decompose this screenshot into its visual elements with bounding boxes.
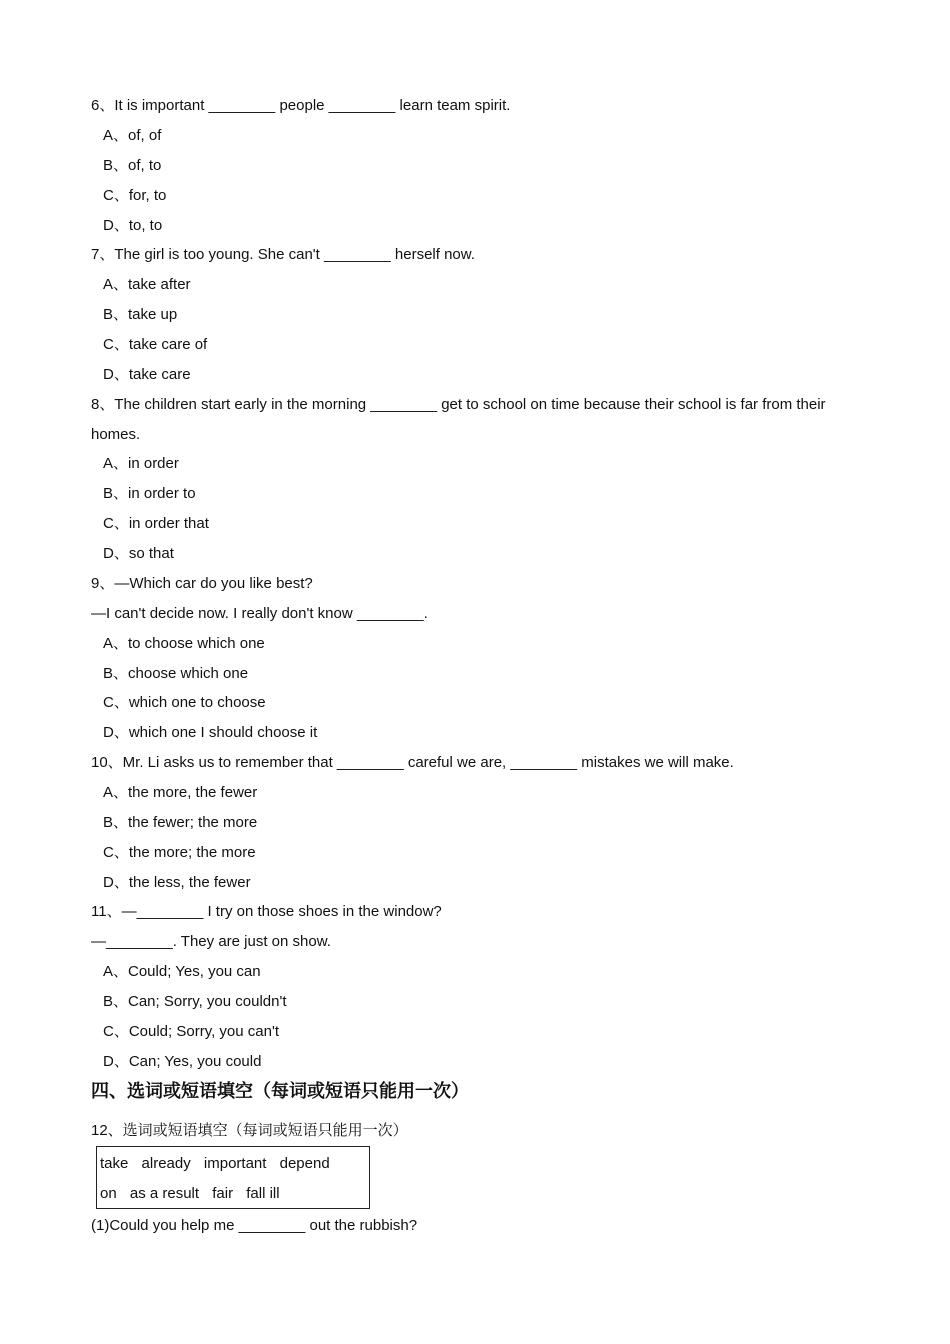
- word-bank-item: depend: [279, 1155, 330, 1172]
- question-11-stem: 11、—________ I try on those shoes in the window?: [91, 903, 442, 920]
- question-8-option-d: D、so that: [103, 545, 174, 562]
- question-11-option-b: B、Can; Sorry, you couldn't: [103, 993, 287, 1010]
- question-11-option-d: D、Can; Yes, you could: [103, 1053, 262, 1070]
- question-7-option-a: A、take after: [103, 276, 191, 293]
- question-8-option-a: A、in order: [103, 455, 179, 472]
- question-11-stem-reply: —________. They are just on show.: [91, 933, 331, 950]
- question-12-stem: 12、选词或短语填空（每词或短语只能用一次）: [91, 1122, 408, 1139]
- word-bank-row-2: [100, 1179, 289, 1209]
- question-6-option-a: A、of, of: [103, 127, 162, 144]
- word-bank-item: take: [100, 1155, 129, 1172]
- question-9-stem-reply: —I can't decide now. I really don't know ________.: [91, 605, 428, 622]
- question-10-option-a: A、the more, the fewer: [103, 784, 258, 801]
- question-9-option-c: C、which one to choose: [103, 694, 266, 711]
- question-6-stem: 6、It is important ________ people ________ learn team spirit.: [91, 97, 511, 114]
- question-8-stem: 8、The children start early in the morning ________ get to school on time because their school is far from their: [91, 396, 826, 413]
- question-10-option-c: C、the more; the more: [103, 844, 256, 861]
- question-6-option-d: D、to, to: [103, 217, 163, 234]
- question-11-option-a: A、Could; Yes, you can: [103, 963, 261, 980]
- question-7-stem: 7、The girl is too young. She can't ________ herself now.: [91, 246, 475, 263]
- word-bank-box: [96, 1146, 370, 1209]
- question-8-option-c: C、in order that: [103, 515, 209, 532]
- word-bank-item: on: [100, 1185, 117, 1202]
- question-11-option-c: C、Could; Sorry, you can't: [103, 1023, 279, 1040]
- question-10-option-d: D、the less, the fewer: [103, 874, 251, 891]
- question-7-option-c: C、take care of: [103, 336, 208, 353]
- question-9-option-b: B、choose which one: [103, 665, 249, 682]
- question-6-option-b: B、of, to: [103, 157, 162, 174]
- question-10-option-b: B、the fewer; the more: [103, 814, 258, 831]
- word-bank-row-1: [100, 1149, 339, 1179]
- question-6-option-c: C、for, to: [103, 187, 167, 204]
- question-8-stem-cont: homes.: [91, 426, 141, 443]
- word-bank-item: important: [203, 1155, 267, 1172]
- question-12-sub-1: (1)Could you help me ________ out the rubbish?: [91, 1217, 418, 1234]
- word-bank-item: already: [141, 1155, 191, 1172]
- question-9-option-d: D、which one I should choose it: [103, 724, 318, 741]
- question-7-option-b: B、take up: [103, 306, 178, 323]
- word-bank-item: as a result: [129, 1185, 200, 1202]
- question-8-option-b: B、in order to: [103, 485, 196, 502]
- question-9-stem: 9、—Which car do you like best?: [91, 575, 313, 592]
- word-bank-item: fall ill: [246, 1185, 280, 1202]
- section-title: 四、选词或短语填空（每词或短语只能用一次）: [91, 1081, 469, 1102]
- word-bank-item: fair: [212, 1185, 234, 1202]
- question-10-stem: 10、Mr. Li asks us to remember that ________ careful we are, ________ mistakes we will make.: [91, 754, 734, 771]
- question-7-option-d: D、take care: [103, 366, 191, 383]
- question-9-option-a: A、to choose which one: [103, 635, 265, 652]
